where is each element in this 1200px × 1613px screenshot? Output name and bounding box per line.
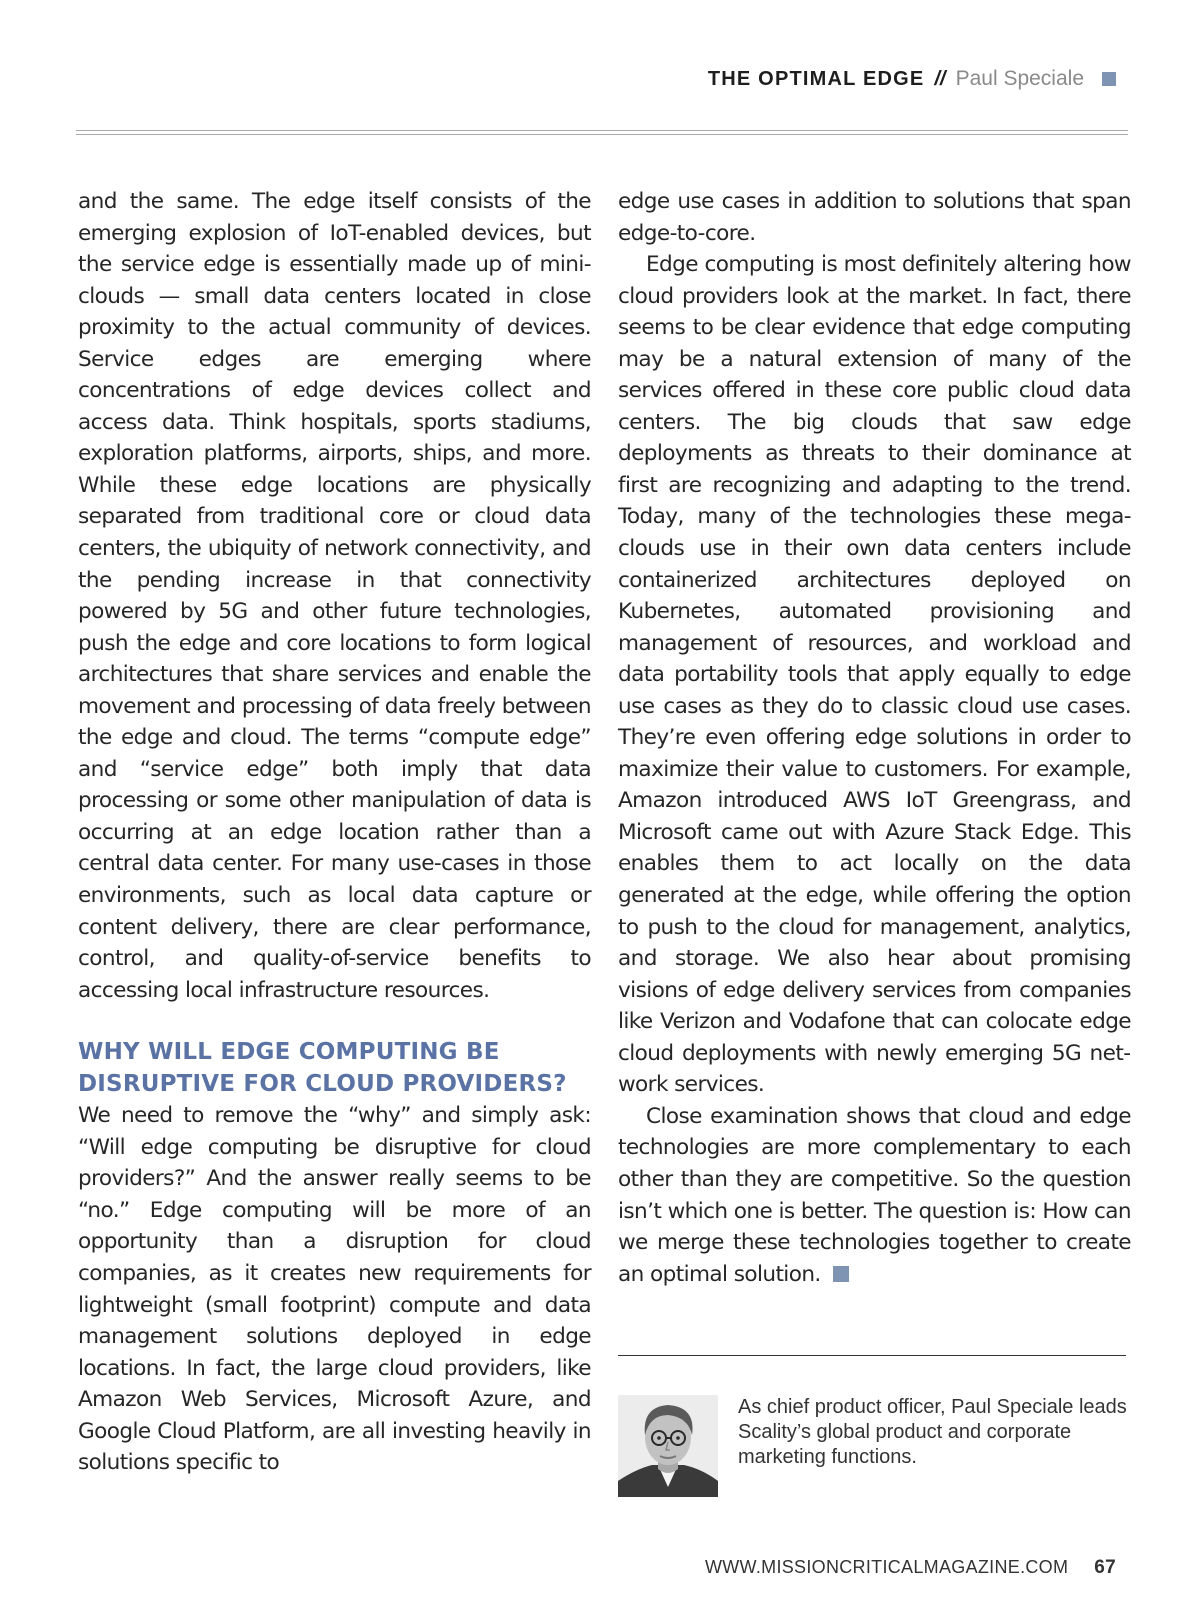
header-separator: // [934,68,946,90]
left-paragraph-1: and the same. The edge itself consists of the emerging explosion of IoT-enabled devices, but the service edge is essentially made up of mini-clouds — small data centers located in close proximity to the actual community of devices. Service edges are emerging where concentrations of edge devices collect and access data. Think hospitals, sports stadiums, exploration platforms, airports, ships, and more. While these edge locations are physically separated from traditional core or cloud data centers, the ubiquity of network connectivity, and the pending increase in that connectivity powered by 5G and other future technologies, push the edge and core locations to form logical architectures that share services and enable the movement and processing of data freely between the edge and cloud. The terms “compute edge” and “service edge” both imply that data processing or some other manipulation of data is occurring at an edge location rather than a central data center. For many use-cases in those environments, such as local data capture or content delivery, there are clear performance, control, and quality-of-service benefits to accessing local infrastructure resources. [78,189,591,1003]
author-portrait-icon [618,1395,718,1497]
right-paragraph-1: edge use cases in addition to solutions that span edge-to-core. [618,189,1131,246]
right-paragraph-3 [618,1101,1131,1290]
right-column [618,186,1131,1290]
header-square-icon [1102,72,1116,86]
author-photo [618,1395,718,1497]
right-paragraph-2: Edge computing is most definitely altering how cloud providers look at the market. In fact, there seems to be clear evidence that edge computing may be a natural extension of many of the services offered in these core public cloud data centers. The big clouds that saw edge deployments as threats to their dominance at first are recognizing and adapting to the trend. Today, many of the technologies these mega-clouds use in their own data centers include containerized architectures deployed on Kubernetes, automated provisioning and management of resources, and workload and data portability tools that apply equally to edge use cases as they do to classic cloud use cases. They’re even offering edge solutions in order to maximize their value to customers. For example, Amazon introduced AWS IoT Greengrass, and Microsoft came out with Azure Stack Edge. This enables them to act locally on the data generated at the edge, while offering the option to push to the cloud for management, analytics, and storage. We also hear about promising visions of edge delivery services from companies like Verizon and Vodafone that can colocate edge cloud deployments with newly emerging 5G network services. [618,252,1131,1098]
header-rule [76,130,1128,135]
page-number: 67 [1094,1557,1116,1578]
column-title: THE OPTIMAL EDGE [707,68,925,90]
section-subhead: WHY WILL EDGE COMPUTING BE DISRUPTIVE FOR CLOUD PROVIDERS? [78,1039,567,1097]
page-footer [705,1557,1116,1579]
bio-rule [618,1355,1126,1356]
left-paragraph-2: We need to remove the “why” and simply ask: “Will edge computing be disruptive for cloud providers?” And the answer really seems to be “no.” Edge computing will be more of an opportunity than a disruption for cloud companies, as it creates new requirements for lightweight (small footprint) compute and data management solutions deployed in edge locations. In fact, the large cloud providers, like Amazon Web Services, Microsoft Azure, and Google Cloud Platform, are all investing heavily in solutions specific to [78,1103,591,1476]
magazine-url[interactable]: WWW.MISSIONCRITICALMAGAZINE.COM [704,1557,1069,1577]
header-author: Paul Speciale [955,67,1084,90]
left-column [78,186,591,1479]
running-header [708,66,1116,92]
author-bio: As chief product officer, Paul Speciale leads Scality’s global product and corporate marketing functions. [738,1396,1127,1468]
right-paragraph-3-text: Close examination shows that cloud and edge technologies are more complementary to each other than they are competitive. So the question isn’t which one is better. The question is: How can we merge these technologies together to create an optimal solution. [618,1103,1131,1287]
end-mark-icon [833,1266,849,1282]
